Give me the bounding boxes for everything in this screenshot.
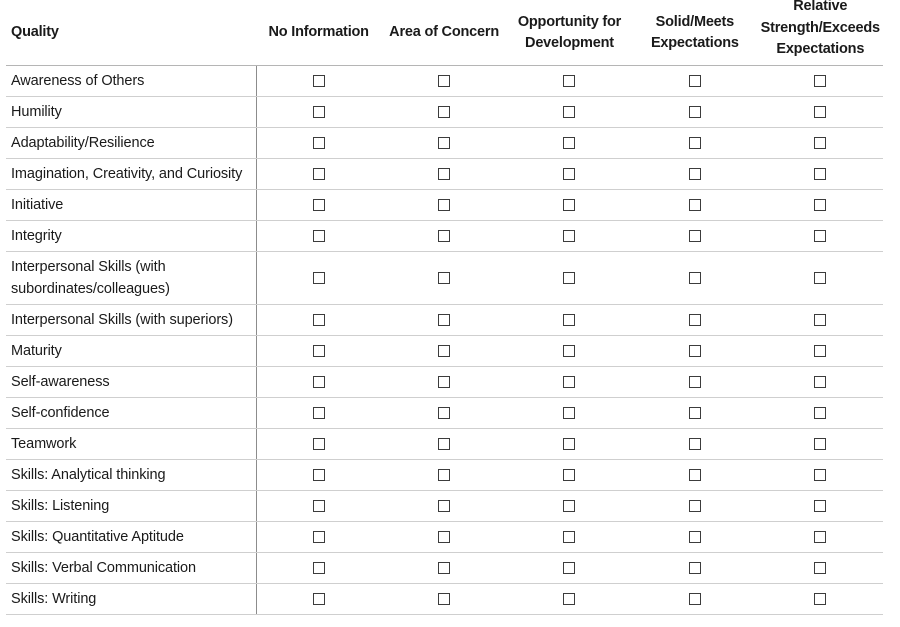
checkbox-no-information[interactable] (313, 137, 325, 149)
checkbox-no-information[interactable] (313, 199, 325, 211)
rating-cell (758, 553, 883, 584)
rating-cell (381, 336, 506, 367)
table-row (6, 221, 883, 252)
checkbox-no-information[interactable] (313, 376, 325, 388)
rating-cell (381, 305, 506, 336)
rating-cell (256, 336, 381, 367)
rating-cell (632, 367, 757, 398)
rating-cell (632, 553, 757, 584)
column-header-label (269, 24, 369, 40)
checkbox-opportunity-for-development[interactable] (563, 199, 575, 211)
checkbox-opportunity-for-development[interactable] (563, 407, 575, 419)
checkbox-opportunity-for-development[interactable] (563, 593, 575, 605)
rating-cell (632, 97, 757, 128)
checkbox-solid-meets-expectations[interactable] (689, 199, 701, 211)
rating-cell (632, 584, 757, 615)
checkbox-no-information[interactable] (313, 562, 325, 574)
checkbox-opportunity-for-development[interactable] (563, 345, 575, 357)
column-header-line: Solid/Meets (655, 13, 735, 30)
checkbox-opportunity-for-development[interactable] (563, 531, 575, 543)
rating-cell (256, 97, 381, 128)
column-header-solid-meets-expectations (632, 0, 757, 66)
quality-label (6, 128, 256, 159)
checkbox-area-of-concern[interactable] (438, 168, 450, 180)
checkbox-relative-strength-exceeds-expectations[interactable] (814, 376, 826, 388)
rating-cell (256, 305, 381, 336)
rating-cell (256, 128, 381, 159)
rating-cell (381, 66, 506, 97)
quality-label (6, 159, 256, 190)
checkbox-solid-meets-expectations[interactable] (689, 531, 701, 543)
checkbox-solid-meets-expectations[interactable] (689, 500, 701, 512)
ratings-table (6, 0, 883, 615)
checkbox-area-of-concern[interactable] (438, 137, 450, 149)
column-header-relative-strength-exceeds-expectations (758, 0, 883, 66)
checkbox-area-of-concern[interactable] (438, 376, 450, 388)
checkbox-solid-meets-expectations[interactable] (689, 168, 701, 180)
column-header-label (518, 14, 621, 51)
rating-cell (758, 336, 883, 367)
rating-cell (256, 252, 381, 305)
table-row (6, 491, 883, 522)
table-row (6, 128, 883, 159)
checkbox-opportunity-for-development[interactable] (563, 438, 575, 450)
table-row (6, 190, 883, 221)
checkbox-opportunity-for-development[interactable] (563, 562, 575, 574)
rating-cell (381, 252, 506, 305)
rating-cell (758, 429, 883, 460)
quality-label-line: Skills: Quantitative Aptitude (11, 529, 184, 545)
column-header-line: Expectations (650, 34, 739, 51)
table-header (6, 0, 883, 66)
quality-label-line: Humility (11, 104, 62, 120)
column-header-line: Relative (793, 0, 848, 14)
rating-cell (758, 367, 883, 398)
checkbox-solid-meets-expectations[interactable] (689, 314, 701, 326)
rating-cell (758, 159, 883, 190)
rating-cell (632, 190, 757, 221)
quality-label-line: Skills: Verbal Communication (11, 560, 196, 576)
quality-label-line: Skills: Listening (11, 498, 110, 514)
checkbox-area-of-concern[interactable] (438, 438, 450, 450)
quality-label-line: Skills: Analytical thinking (11, 467, 166, 483)
rating-cell (507, 522, 632, 553)
quality-label-line: subordinates/colleagues) (11, 281, 170, 297)
checkbox-area-of-concern[interactable] (438, 75, 450, 87)
rating-cell (381, 221, 506, 252)
table-body (6, 66, 883, 615)
table-row (6, 252, 883, 305)
checkbox-no-information[interactable] (313, 469, 325, 481)
rating-cell (507, 491, 632, 522)
checkbox-no-information[interactable] (313, 272, 325, 284)
quality-label-line: Teamwork (11, 436, 77, 452)
rating-cell (381, 491, 506, 522)
rating-cell (758, 491, 883, 522)
checkbox-no-information[interactable] (313, 407, 325, 419)
checkbox-no-information[interactable] (313, 230, 325, 242)
rating-cell (632, 336, 757, 367)
checkbox-relative-strength-exceeds-expectations[interactable] (814, 137, 826, 149)
checkbox-relative-strength-exceeds-expectations[interactable] (814, 345, 826, 357)
column-header-line: Development (525, 34, 614, 51)
quality-label-line: Imagination, Creativity, and Curiosity (11, 166, 243, 182)
rating-cell (758, 97, 883, 128)
checkbox-area-of-concern[interactable] (438, 407, 450, 419)
table-row (6, 336, 883, 367)
rating-cell (507, 66, 632, 97)
checkbox-no-information[interactable] (313, 75, 325, 87)
rating-cell (507, 367, 632, 398)
rating-cell (381, 522, 506, 553)
rating-cell (507, 305, 632, 336)
checkbox-solid-meets-expectations[interactable] (689, 106, 701, 118)
quality-label-line: Interpersonal Skills (with superiors) (11, 312, 233, 328)
rating-cell (632, 66, 757, 97)
rating-cell (632, 460, 757, 491)
rating-cell (256, 66, 381, 97)
checkbox-no-information[interactable] (313, 345, 325, 357)
table-row (6, 553, 883, 584)
checkbox-area-of-concern[interactable] (438, 230, 450, 242)
column-header-line: Opportunity for (517, 13, 622, 30)
column-header-label (389, 24, 499, 40)
checkbox-relative-strength-exceeds-expectations[interactable] (814, 562, 826, 574)
rating-cell (758, 190, 883, 221)
checkbox-area-of-concern[interactable] (438, 531, 450, 543)
rating-cell (381, 429, 506, 460)
rating-cell (256, 367, 381, 398)
column-header-line: Strength/Exceeds (760, 19, 880, 36)
quality-label (6, 367, 256, 398)
checkbox-no-information[interactable] (313, 314, 325, 326)
quality-label (6, 491, 256, 522)
checkbox-solid-meets-expectations[interactable] (689, 376, 701, 388)
quality-label (6, 66, 256, 97)
table-row (6, 429, 883, 460)
rating-cell (507, 429, 632, 460)
quality-label-line: Initiative (11, 197, 64, 213)
checkbox-area-of-concern[interactable] (438, 469, 450, 481)
rating-cell (632, 398, 757, 429)
quality-label-line: Skills: Writing (11, 591, 97, 607)
rating-cell (758, 584, 883, 615)
rating-cell (507, 97, 632, 128)
quality-label (6, 97, 256, 128)
checkbox-relative-strength-exceeds-expectations[interactable] (814, 438, 826, 450)
rating-cell (381, 128, 506, 159)
table-row (6, 97, 883, 128)
checkbox-relative-strength-exceeds-expectations[interactable] (814, 272, 826, 284)
checkbox-solid-meets-expectations[interactable] (689, 407, 701, 419)
checkbox-solid-meets-expectations[interactable] (689, 438, 701, 450)
column-header-no-information (256, 0, 381, 66)
checkbox-relative-strength-exceeds-expectations[interactable] (814, 314, 826, 326)
checkbox-no-information[interactable] (313, 593, 325, 605)
checkbox-opportunity-for-development[interactable] (563, 168, 575, 180)
checkbox-opportunity-for-development[interactable] (563, 500, 575, 512)
checkbox-no-information[interactable] (313, 500, 325, 512)
column-header-line: No Information (268, 24, 369, 40)
checkbox-area-of-concern[interactable] (438, 562, 450, 574)
checkbox-opportunity-for-development[interactable] (563, 469, 575, 481)
rating-cell (256, 491, 381, 522)
quality-label (6, 429, 256, 460)
quality-label (6, 522, 256, 553)
quality-label (6, 398, 256, 429)
quality-label (6, 252, 256, 305)
quality-label (6, 553, 256, 584)
rating-cell (507, 159, 632, 190)
rating-cell (381, 190, 506, 221)
rating-cell (632, 128, 757, 159)
rating-cell (381, 97, 506, 128)
rating-cell (632, 429, 757, 460)
checkbox-opportunity-for-development[interactable] (563, 376, 575, 388)
checkbox-area-of-concern[interactable] (438, 272, 450, 284)
checkbox-relative-strength-exceeds-expectations[interactable] (814, 230, 826, 242)
checkbox-no-information[interactable] (313, 438, 325, 450)
rating-cell (758, 522, 883, 553)
rating-cell (256, 221, 381, 252)
header-row (6, 0, 883, 66)
rating-cell (758, 66, 883, 97)
checkbox-no-information[interactable] (313, 106, 325, 118)
table-row (6, 398, 883, 429)
rating-cell (256, 460, 381, 491)
column-header-quality: Quality (6, 0, 256, 66)
rating-cell (758, 252, 883, 305)
checkbox-solid-meets-expectations[interactable] (689, 75, 701, 87)
checkbox-area-of-concern[interactable] (438, 199, 450, 211)
checkbox-solid-meets-expectations[interactable] (689, 137, 701, 149)
rating-cell (507, 336, 632, 367)
checkbox-area-of-concern[interactable] (438, 106, 450, 118)
quality-label-line: Self-awareness (11, 374, 110, 390)
quality-label-line: Adaptability/Resilience (11, 135, 155, 151)
table-row (6, 66, 883, 97)
checkbox-opportunity-for-development[interactable] (563, 137, 575, 149)
table-row (6, 367, 883, 398)
checkbox-solid-meets-expectations[interactable] (689, 345, 701, 357)
rating-cell (632, 491, 757, 522)
checkbox-relative-strength-exceeds-expectations[interactable] (814, 168, 826, 180)
rating-cell (632, 252, 757, 305)
rating-cell (381, 398, 506, 429)
column-header-line: Area of Concern (389, 24, 499, 40)
checkbox-relative-strength-exceeds-expectations[interactable] (814, 407, 826, 419)
rating-cell (758, 221, 883, 252)
checkbox-solid-meets-expectations[interactable] (689, 562, 701, 574)
table-row (6, 159, 883, 190)
checkbox-relative-strength-exceeds-expectations[interactable] (814, 106, 826, 118)
rating-cell (256, 398, 381, 429)
rating-cell (381, 460, 506, 491)
quality-label-line: Awareness of Others (11, 73, 145, 89)
rating-cell (758, 128, 883, 159)
checkbox-opportunity-for-development[interactable] (563, 106, 575, 118)
checkbox-solid-meets-expectations[interactable] (689, 593, 701, 605)
checkbox-area-of-concern[interactable] (438, 593, 450, 605)
table-row (6, 584, 883, 615)
column-header-area-of-concern (381, 0, 506, 66)
rating-cell (632, 221, 757, 252)
checkbox-relative-strength-exceeds-expectations[interactable] (814, 199, 826, 211)
quality-label-line: Interpersonal Skills (with (11, 259, 166, 275)
rating-cell (381, 553, 506, 584)
rating-cell (507, 398, 632, 429)
rating-cell (632, 159, 757, 190)
quality-label (6, 190, 256, 221)
quality-label (6, 336, 256, 367)
checkbox-no-information[interactable] (313, 168, 325, 180)
column-header-line: Expectations (776, 41, 865, 57)
quality-label-line: Self-confidence (11, 405, 110, 421)
rating-cell (256, 429, 381, 460)
checkbox-area-of-concern[interactable] (438, 500, 450, 512)
rating-cell (256, 159, 381, 190)
checkbox-area-of-concern[interactable] (438, 314, 450, 326)
rating-cell (256, 190, 381, 221)
checkbox-area-of-concern[interactable] (438, 345, 450, 357)
rating-cell (381, 367, 506, 398)
quality-label-line: Integrity (11, 228, 62, 244)
rating-cell (507, 584, 632, 615)
rating-cell (507, 128, 632, 159)
rating-cell (507, 190, 632, 221)
rating-cell (758, 305, 883, 336)
rating-cell (632, 305, 757, 336)
checkbox-relative-strength-exceeds-expectations[interactable] (814, 469, 826, 481)
rating-cell (758, 398, 883, 429)
checkbox-opportunity-for-development[interactable] (563, 230, 575, 242)
column-header-label (651, 14, 739, 51)
rating-cell (381, 584, 506, 615)
checkbox-opportunity-for-development[interactable] (563, 314, 575, 326)
rating-cell (256, 553, 381, 584)
rating-cell (381, 159, 506, 190)
checkbox-no-information[interactable] (313, 531, 325, 543)
checkbox-relative-strength-exceeds-expectations[interactable] (814, 75, 826, 87)
column-header-opportunity-for-development (507, 0, 632, 66)
checkbox-solid-meets-expectations[interactable] (689, 469, 701, 481)
rating-cell (256, 584, 381, 615)
rating-cell (632, 522, 757, 553)
quality-label (6, 221, 256, 252)
rating-cell (507, 460, 632, 491)
table-row (6, 522, 883, 553)
rating-cell (507, 221, 632, 252)
checkbox-opportunity-for-development[interactable] (563, 272, 575, 284)
table-row (6, 460, 883, 491)
quality-label (6, 305, 256, 336)
rating-cell (758, 460, 883, 491)
quality-label (6, 460, 256, 491)
checkbox-relative-strength-exceeds-expectations[interactable] (814, 593, 826, 605)
checkbox-opportunity-for-development[interactable] (563, 75, 575, 87)
checkbox-solid-meets-expectations[interactable] (689, 230, 701, 242)
table-row (6, 305, 883, 336)
checkbox-relative-strength-exceeds-expectations[interactable] (814, 531, 826, 543)
checkbox-relative-strength-exceeds-expectations[interactable] (814, 500, 826, 512)
rating-cell (507, 252, 632, 305)
quality-label-line: Maturity (11, 343, 62, 359)
rating-cell (507, 553, 632, 584)
column-header-label (761, 0, 880, 61)
quality-label (6, 584, 256, 615)
rating-cell (256, 522, 381, 553)
checkbox-solid-meets-expectations[interactable] (689, 272, 701, 284)
